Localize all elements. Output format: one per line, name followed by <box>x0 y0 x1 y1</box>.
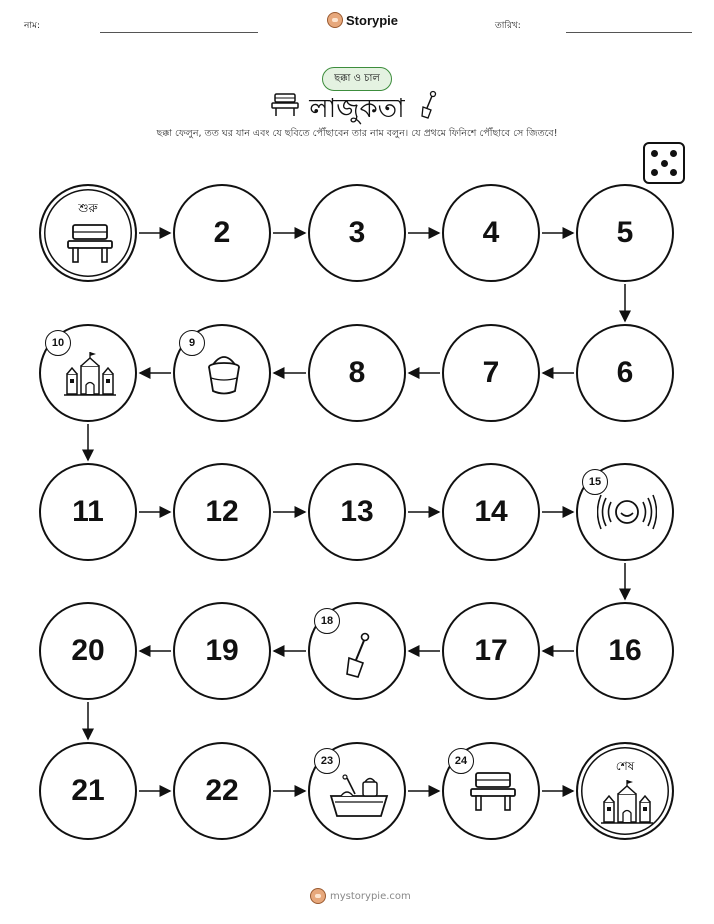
cell-number: 4 <box>482 216 500 249</box>
cell-number: 19 <box>205 634 239 667</box>
board-cell-1[interactable] <box>39 184 137 282</box>
sandbox-icon <box>327 774 391 822</box>
cell-number-badge: 10 <box>45 330 71 356</box>
bucket-icon <box>204 352 244 400</box>
cell-number: 6 <box>616 356 634 389</box>
cell-number: 14 <box>474 495 508 528</box>
cell-number: 13 <box>340 495 374 528</box>
instructions: ছক্কা ফেলুন, তত ঘর যান এবং যে ছবিতে পৌঁছাবেন তার নাম বলুন। যে প্রথমে ফিনিশে পৌঁছাবে সে জিতবে! <box>156 128 558 139</box>
date-label: তারিখ: <box>495 21 521 31</box>
board-cell-15[interactable] <box>576 463 674 561</box>
board-cell-7[interactable] <box>442 324 540 422</box>
name-label: নাম: <box>24 21 41 31</box>
board-cell-16[interactable] <box>576 602 674 700</box>
cell-number: 3 <box>348 216 366 249</box>
bench-icon <box>65 222 115 268</box>
board-cell-2[interactable] <box>173 184 271 282</box>
cell-number-badge: 15 <box>582 469 608 495</box>
board-cell-3[interactable] <box>308 184 406 282</box>
cell-number: 20 <box>71 634 105 667</box>
shovel-icon <box>344 632 374 684</box>
board-cell-9[interactable] <box>173 324 271 422</box>
cell-number: 16 <box>608 634 642 667</box>
board-cell-8[interactable] <box>308 324 406 422</box>
board-cell-4[interactable] <box>442 184 540 282</box>
footer-site[interactable]: mystorypie.com <box>330 890 411 902</box>
board-cell-23[interactable] <box>308 742 406 840</box>
cell-number: 11 <box>72 495 104 528</box>
shy-face-icon <box>597 489 657 539</box>
cell-number-badge: 24 <box>448 748 474 774</box>
footer <box>310 888 411 904</box>
cell-number: 8 <box>348 356 366 389</box>
board-cell-14[interactable] <box>442 463 540 561</box>
board-cell-24[interactable] <box>442 742 540 840</box>
cell-number: 21 <box>71 774 105 807</box>
start-label: শুরু <box>78 201 98 215</box>
board-cell-6[interactable] <box>576 324 674 422</box>
cell-number-badge: 9 <box>179 330 205 356</box>
board-cell-22[interactable] <box>173 742 271 840</box>
board-cell-17[interactable] <box>442 602 540 700</box>
board-cell-11[interactable] <box>39 463 137 561</box>
board-cell-19[interactable] <box>173 602 271 700</box>
board-cell-20[interactable] <box>39 602 137 700</box>
cell-number: 22 <box>205 774 239 807</box>
page-title: লাজুকতা <box>309 94 405 124</box>
bench-icon <box>468 770 518 816</box>
cell-number: 5 <box>616 216 634 249</box>
board-cell-13[interactable] <box>308 463 406 561</box>
finish-label: শেষ <box>615 759 635 773</box>
cell-number: 17 <box>474 634 508 667</box>
sandcastle-icon <box>63 352 117 402</box>
board-cell-21[interactable] <box>39 742 137 840</box>
cell-number-badge: 23 <box>314 748 340 774</box>
board-cell-10[interactable] <box>39 324 137 422</box>
cell-number: 12 <box>205 495 239 528</box>
sandcastle-icon <box>600 780 654 830</box>
brand-name: Storypie <box>346 12 399 28</box>
game-tag: ছক্কা ও চাল <box>322 67 392 91</box>
board-cell-12[interactable] <box>173 463 271 561</box>
cell-number: 2 <box>213 216 231 249</box>
cell-number: 7 <box>482 356 500 389</box>
bear-icon <box>310 888 326 904</box>
board-cell-18[interactable] <box>308 602 406 700</box>
board-cell-25[interactable] <box>576 742 674 840</box>
board-cell-5[interactable] <box>576 184 674 282</box>
cell-number-badge: 18 <box>314 608 340 634</box>
